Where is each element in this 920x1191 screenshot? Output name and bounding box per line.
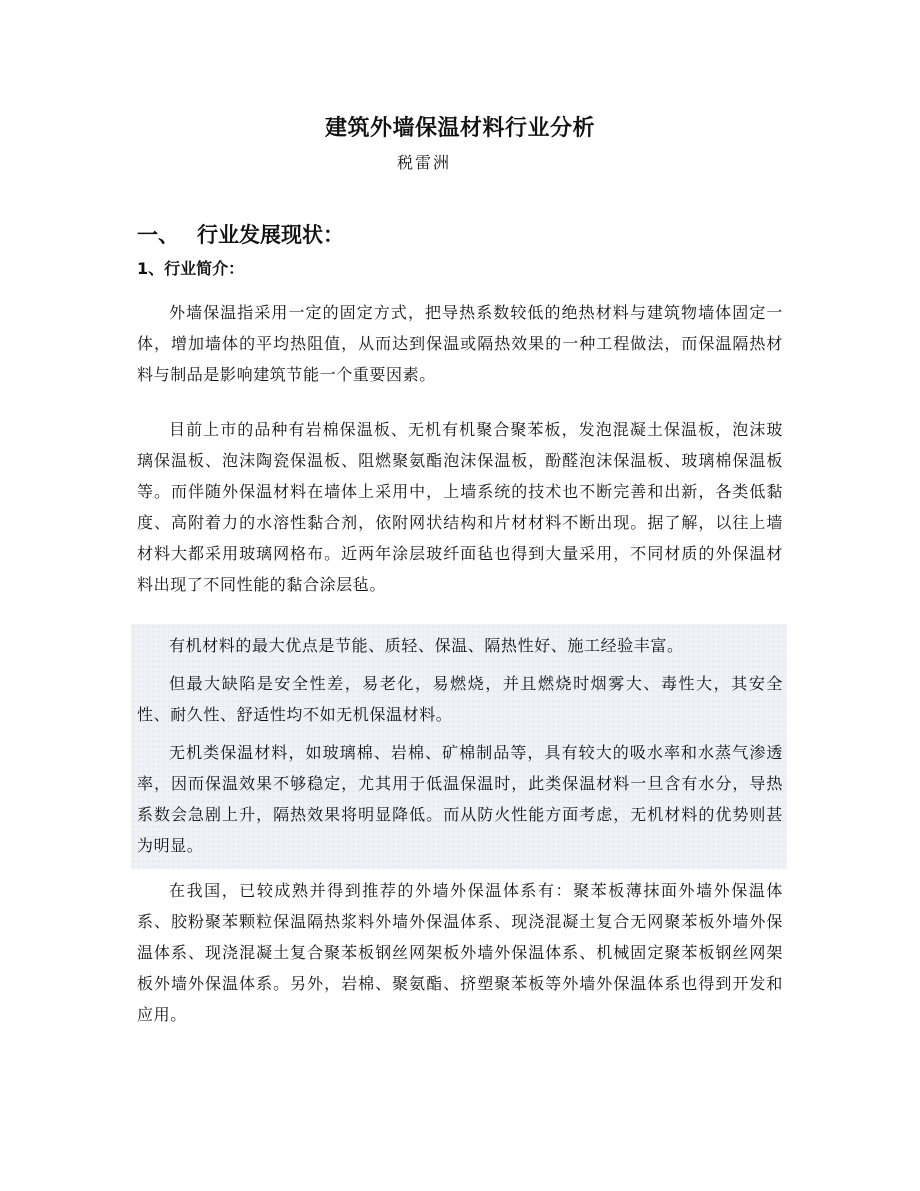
paragraph-systems: 在我国，已较成熟并得到推荐的外墙外保温体系有：聚苯板薄抹面外墙外保温体系、胶粉聚苯颗粒保温隔热浆料外墙外保温体系、现浇混凝土复合无网聚苯板外墙外保温体系、现浇混凝土复合聚苯板钢丝网架板外墙外保温体系、机械固定聚苯板钢丝网架板外墙外保温体系。另外，岩棉、聚氨酯、挤塑聚苯板等外墙外保温体系也得到开发和应用。 (137, 881, 783, 1024)
paragraph-intro: 外墙保温指采用一定的固定方式，把导热系数较低的绝热材料与建筑物墙体固定一体，增加墙体的平均热阻值，从而达到保温或隔热效果的一种工程做法，而保温隔热材料与制品是影响建筑节能一个重要因素。 (137, 303, 783, 384)
document-title: 建筑外墙保温材料行业分析 (324, 116, 595, 141)
document-author: 税雷洲 (397, 153, 452, 172)
subsection-heading: 1、行业简介： (137, 259, 245, 278)
section-heading (137, 219, 344, 251)
paragraph-organic-advantages: 有机材料的最大优点是节能、质轻、保温、隔热性好、施工经验丰富。 (169, 636, 684, 655)
section-number: 一、 (137, 223, 179, 247)
paragraph-products: 目前上市的品种有岩棉保温板、无机有机聚合聚苯板，发泡混凝土保温板，泡沫玻璃保温板、泡沫陶瓷保温板、阻燃聚氨酯泡沫保温板，酚醛泡沫保温板、玻璃棉保温板等。而伴随外保温材料在墙体上采用中，上墙系统的技术也不断完善和出新，各类低黏度、高附着力的水溶性黏合剂，依附网状结构和片材材料不断出现。据了解，以往上墙材料大都采用玻璃网格布。近两年涂层玻纤面毡也得到大量采用，不同材质的外保温材料出现了不同性能的黏合涂层毡。 (137, 420, 783, 594)
paragraph-organic-drawbacks: 但最大缺陷是安全性差，易老化，易燃烧，并且燃烧时烟雾大、毒性大，其安全性、耐久性、舒适性均不如无机保温材料。 (137, 674, 783, 724)
section-title: 行业发展现状： (197, 223, 344, 247)
paragraph-inorganic: 无机类保温材料，如玻璃棉、岩棉、矿棉制品等，具有较大的吸水率和水蒸气渗透率，因而保温效果不够稳定，尤其用于低温保温时，此类保温材料一旦含有水分，导热系数会急剧上升，隔热效果将明显降低。而从防火性能方面考虑，无机材料的优势则甚为明显。 (137, 743, 783, 855)
